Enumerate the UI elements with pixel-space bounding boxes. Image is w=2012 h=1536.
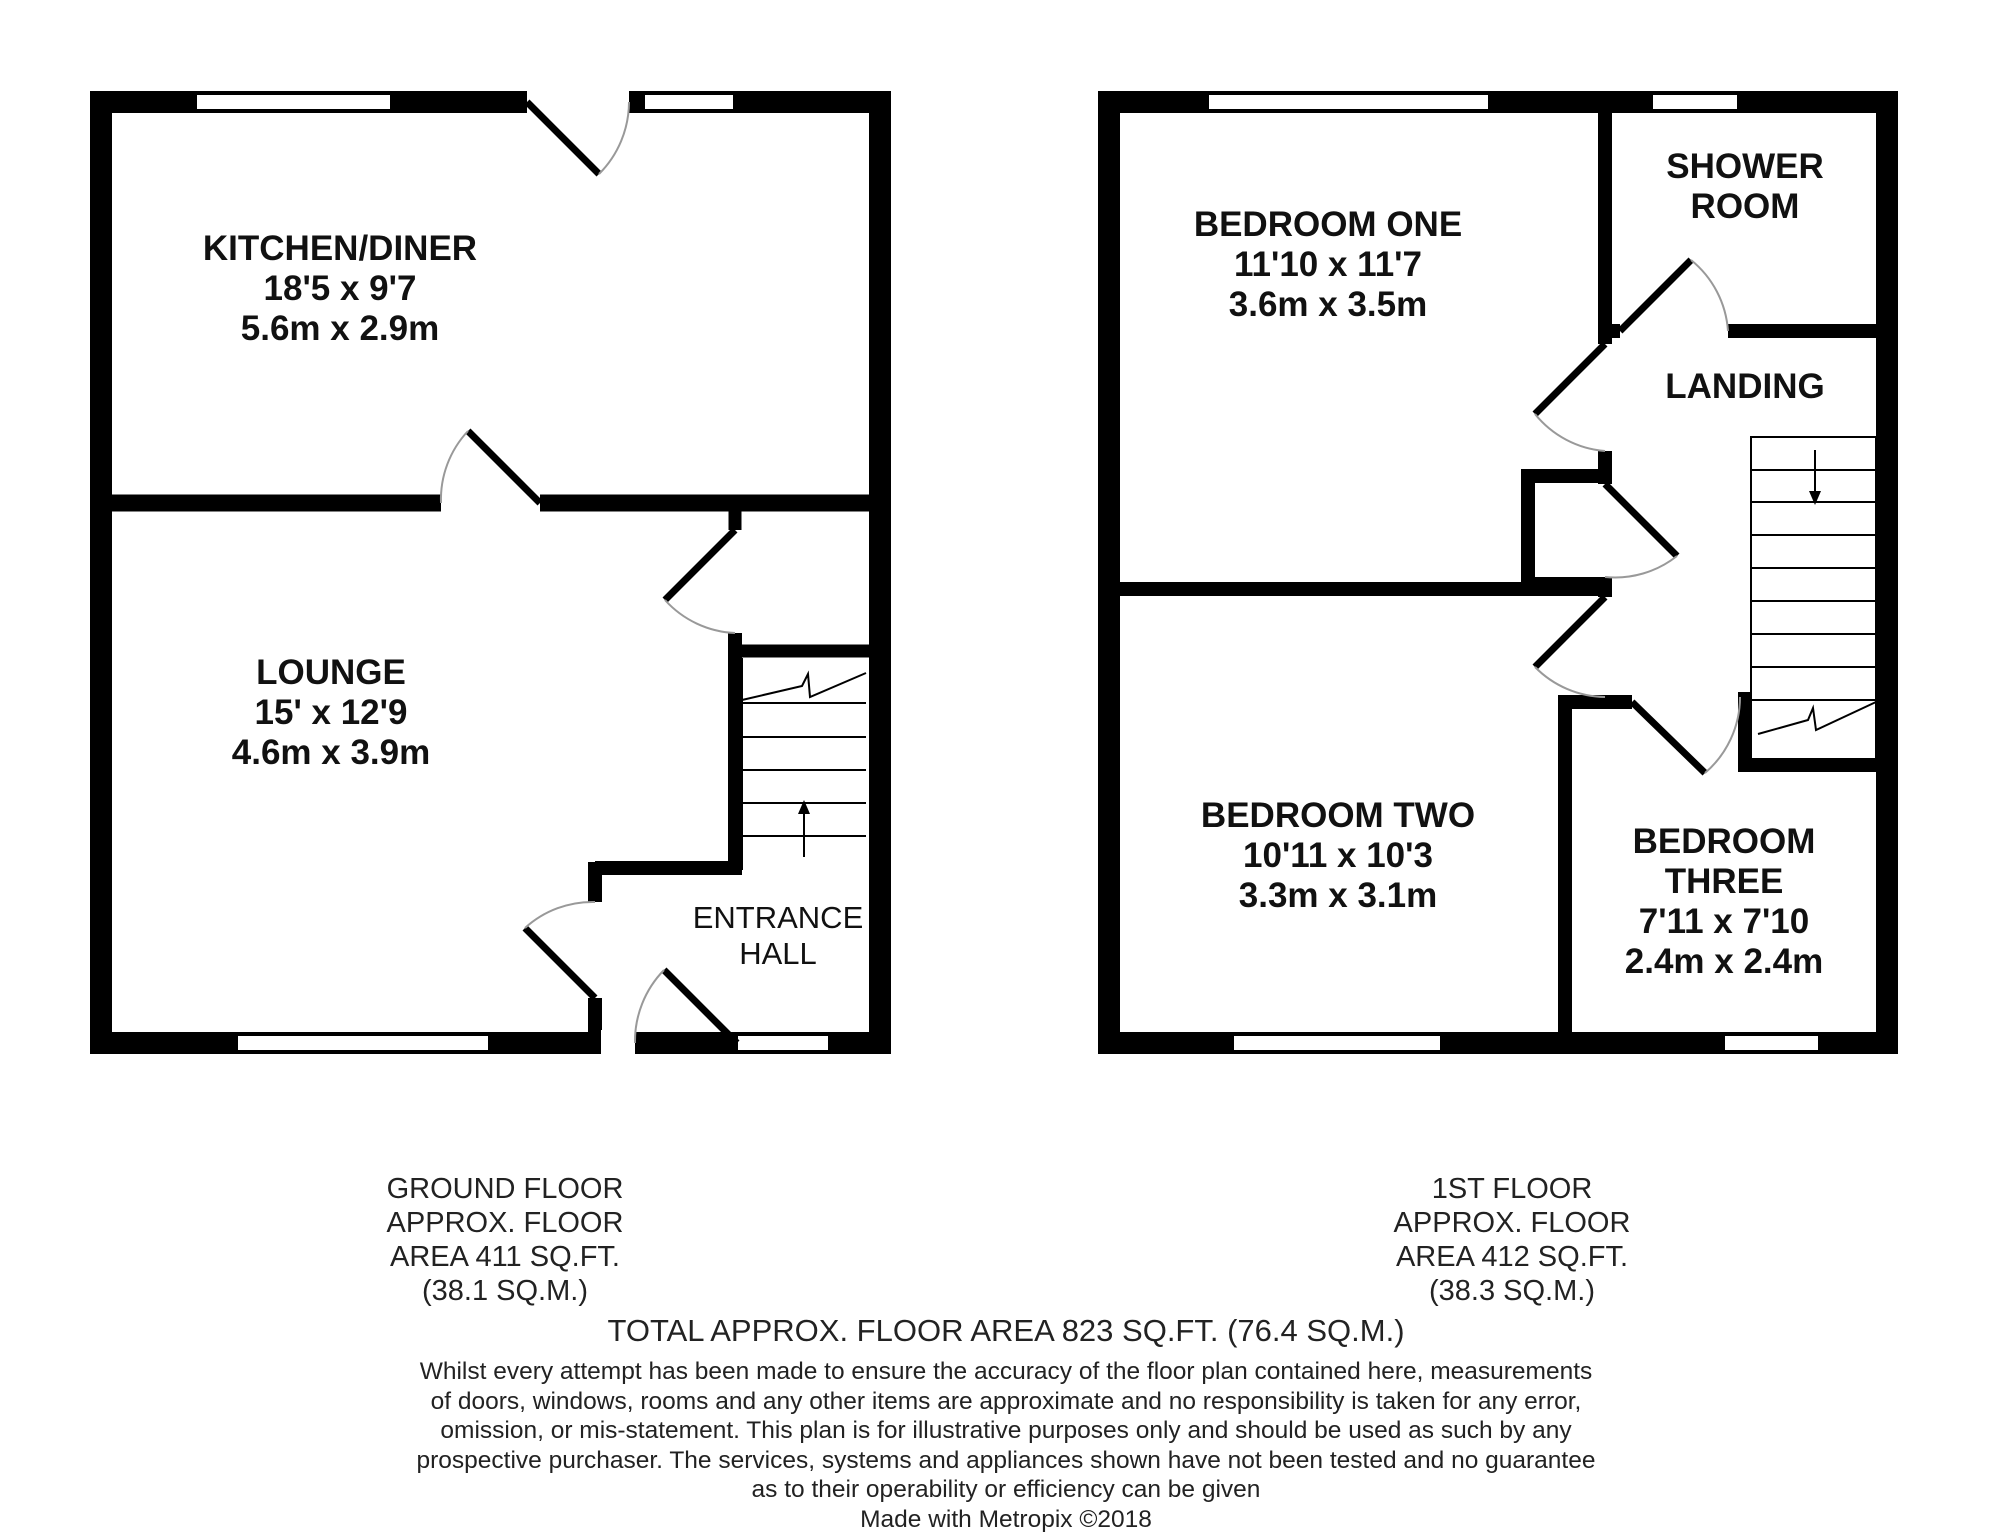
room-name-line2: HALL [739,936,817,971]
disclaimer-line: prospective purchaser. The services, systems and appliances shown have not been tested and no guarantee [416,1446,1596,1474]
door [468,431,540,503]
window [1652,94,1738,110]
room-dimensions-imperial: 10'11 x 10'3 [1243,836,1433,875]
room-dimensions-metric: 4.6m x 3.9m [231,733,431,772]
caption-line: APPROX. FLOOR [386,1207,624,1239]
room-name: BEDROOM TWO [1200,796,1476,835]
room-dimensions-metric: 2.4m x 2.4m [1624,942,1824,981]
window [1208,94,1489,110]
staircase [1751,437,1876,759]
room-label-shower-room [1640,147,1850,227]
room-dimensions-imperial: 11'10 x 11'7 [1234,245,1422,284]
disclaimer-line: Whilst every attempt has been made to ensure the accuracy of the floor plan contained here, measurements [419,1358,1593,1385]
door-swing [525,902,595,928]
caption-line: (38.1 SQ.M.) [422,1275,588,1307]
room-label-entrance-hall [687,900,869,972]
room-dimensions-imperial: 15' x 12'9 [254,693,408,732]
room-dimensions-metric: 3.6m x 3.5m [1228,285,1428,324]
room-name: KITCHEN/DINER [202,229,478,268]
disclaimer-line: of doors, windows, rooms and any other items are approximate and no responsibility is taken for any error, [430,1387,1582,1415]
disclaimer-line: omission, or mis-statement. This plan is for illustrative purposes only and should be used as such by any [440,1417,1572,1444]
room-label-landing [1640,367,1850,407]
window [737,1035,829,1051]
total-floor-area: TOTAL APPROX. FLOOR AREA 823 SQ.FT. (76.4 SQ.M.) [607,1313,1405,1348]
room-name: LANDING [1665,367,1825,406]
room-name-line2: ROOM [1690,187,1800,226]
caption-line: GROUND FLOOR [386,1173,624,1205]
room-label-lounge [181,653,481,773]
door-swing [1705,697,1740,773]
door-swing [665,600,735,633]
door-swing [1535,414,1605,451]
wall [1528,476,1605,584]
room-label-kitchen-diner [160,229,520,349]
caption-line: APPROX. FLOOR [1393,1207,1631,1239]
caption-line: AREA 412 SQ.FT. [1395,1241,1629,1273]
window [644,94,734,110]
room-label-bedroom-three [1583,822,1865,982]
caption-line: (38.3 SQ.M.) [1429,1275,1595,1307]
door [1535,344,1605,414]
disclaimer [0,1357,2012,1534]
door [665,530,735,600]
room-name-line1: ENTRANCE [692,900,864,935]
door [1632,702,1705,773]
room-name: BEDROOM ONE [1193,205,1463,244]
caption-line: 1ST FLOOR [1431,1173,1593,1205]
door-swing [1691,260,1728,331]
disclaimer-line: as to their operability or efficiency can be given [751,1476,1261,1503]
window [237,1035,489,1051]
room-dimensions-imperial: 18'5 x 9'7 [263,269,417,308]
window [1233,1035,1441,1051]
door-swing [1605,556,1677,578]
door [1535,597,1605,667]
door-swing [1535,667,1605,697]
room-name-line1: SHOWER [1666,147,1824,186]
staircase [742,658,866,870]
room-name: LOUNGE [256,653,406,692]
room-dimensions-imperial: 7'11 x 7'10 [1638,902,1810,941]
room-dimensions-metric: 3.3m x 3.1m [1238,876,1438,915]
room-label-bedroom-one [1168,205,1488,325]
door [525,928,595,998]
ground-floor-caption [355,1172,655,1308]
first-floor-caption [1362,1172,1662,1308]
credit-line: Made with Metropix ©2018 [860,1505,1152,1533]
room-label-bedroom-two [1178,796,1498,916]
window [196,94,391,110]
caption-line: AREA 411 SQ.FT. [390,1241,620,1273]
door-swing [441,431,468,503]
room-name-line1: BEDROOM [1632,822,1816,861]
room-dimensions-metric: 5.6m x 2.9m [240,309,440,348]
door [1620,260,1691,331]
door [1605,484,1677,556]
window [1724,1035,1819,1051]
room-name-line2: THREE [1664,862,1784,901]
